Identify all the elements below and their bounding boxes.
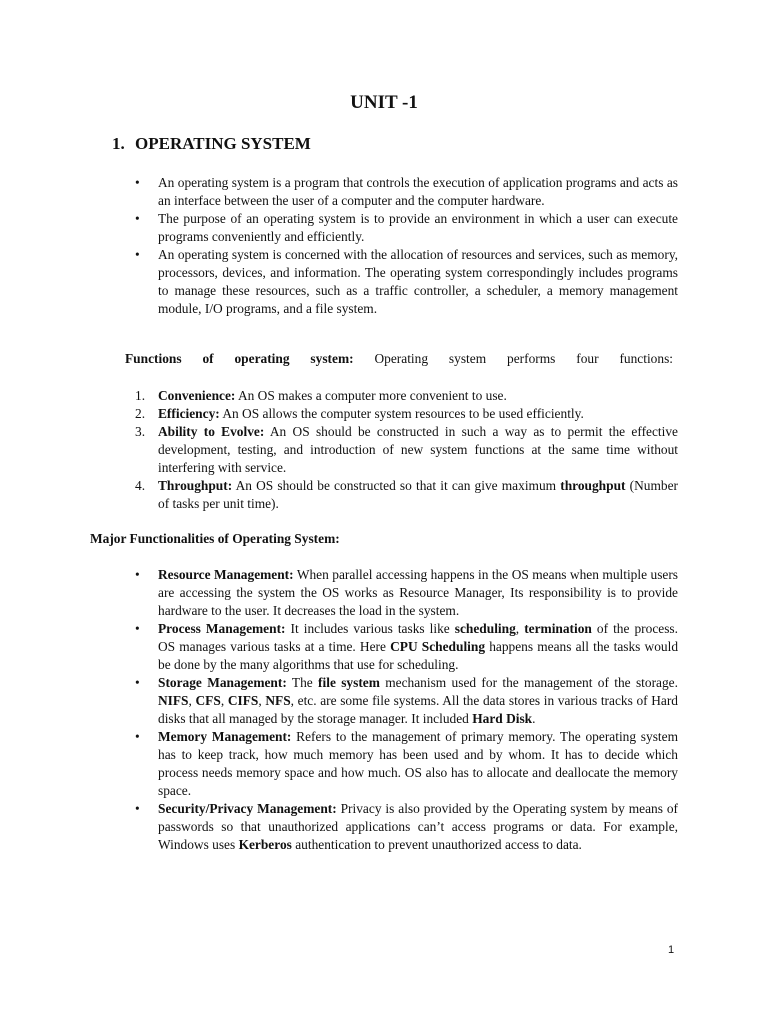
functions-list [135, 387, 678, 513]
function-item [135, 477, 678, 513]
major-bullet-security: • Security/Privacy Management: Privacy is also provided by the Operating system by means of passwords so that unauthorized applications can’t access programs or data. For example, Windows uses Kerberos authentication to prevent unauthorized access to data. [135, 800, 678, 854]
function-item [135, 423, 678, 477]
page-title: UNIT -1 [350, 92, 418, 113]
item-text: An OS makes a computer more convenient to use. [237, 388, 507, 403]
section-title: OPERATING SYSTEM [135, 134, 311, 153]
item-term: Efficiency: [158, 406, 220, 421]
intro-bullet: • The purpose of an operating system is to provide an environment in which a user can execute programs conveniently and efficiently. [135, 210, 678, 246]
intro-bullet: • An operating system is concerned with the allocation of resources and services, such as memory, processors, devices, and information. The operating system correspondingly includes programs to manage these resources, such as a traffic controller, a scheduler, a memory management module, I/O programs, and a file system. [135, 246, 678, 318]
item-text: An OS allows the computer system resources to be used efficiently. [222, 406, 584, 421]
intro-bullet-list [135, 174, 678, 318]
major-bullet-memory: • Memory Management: Refers to the management of primary memory. The operating system has to keep track, how much memory has been used and by whom. It has to decide which process needs memory space and how much. OS also has to allocate and deallocate the memory space. [135, 728, 678, 800]
major-bullet-resource: • Resource Management: When parallel accessing happens in the OS means when multiple users are accessing the system the OS works as Resource Manager, Its responsibility is to provide hardware to the user. It decreases the load in the system. [135, 566, 678, 620]
major-bullet-process: • Process Management: It includes various tasks like scheduling, termination of the process. OS manages various tasks at a time. Here CPU Scheduling happens means all the tasks would be done by the many algorithms that use for scheduling. [135, 620, 678, 674]
item-text: An OS should be constructed in such a way as to permit the effective development, testing, and introduction of new system functions at the same time without interfering with service. [158, 424, 678, 475]
section-heading [112, 134, 311, 154]
major-bullet-list [135, 566, 678, 854]
item-number: 3. [135, 424, 146, 439]
functions-intro [125, 350, 673, 368]
major-heading: Major Functionalities of Operating System: [90, 531, 340, 546]
major-bullet-storage: • Storage Management: The file system mechanism used for the management of the storage. NIFS, CFS, CIFS, NFS, etc. are some file systems. All the data stores in various tracks of Hard disks that all managed by the storage manager. It included Hard Disk. [135, 674, 678, 728]
item-number: 2. [135, 406, 146, 421]
item-term: Convenience: [158, 388, 236, 403]
function-item [135, 387, 678, 405]
page-number: 1 [668, 944, 675, 956]
item-number: 1. [135, 388, 146, 403]
function-item [135, 405, 678, 423]
item-term: Ability to Evolve: [158, 424, 265, 439]
item-bold-word: throughput [560, 478, 626, 493]
item-text-tail: (Number of tasks per unit time). [158, 478, 678, 511]
functions-text: Operating system performs four functions: [374, 351, 673, 366]
item-number: 4. [135, 478, 146, 493]
intro-bullet: • An operating system is a program that controls the execution of application programs and acts as an interface between the user of a computer and the computer hardware. [135, 174, 678, 210]
item-term: Throughput: [158, 478, 233, 493]
item-text: An OS should be constructed so that it can give maximum [235, 478, 557, 493]
section-number: 1. [112, 134, 125, 153]
functions-heading: Functions of operating system: [125, 351, 354, 366]
